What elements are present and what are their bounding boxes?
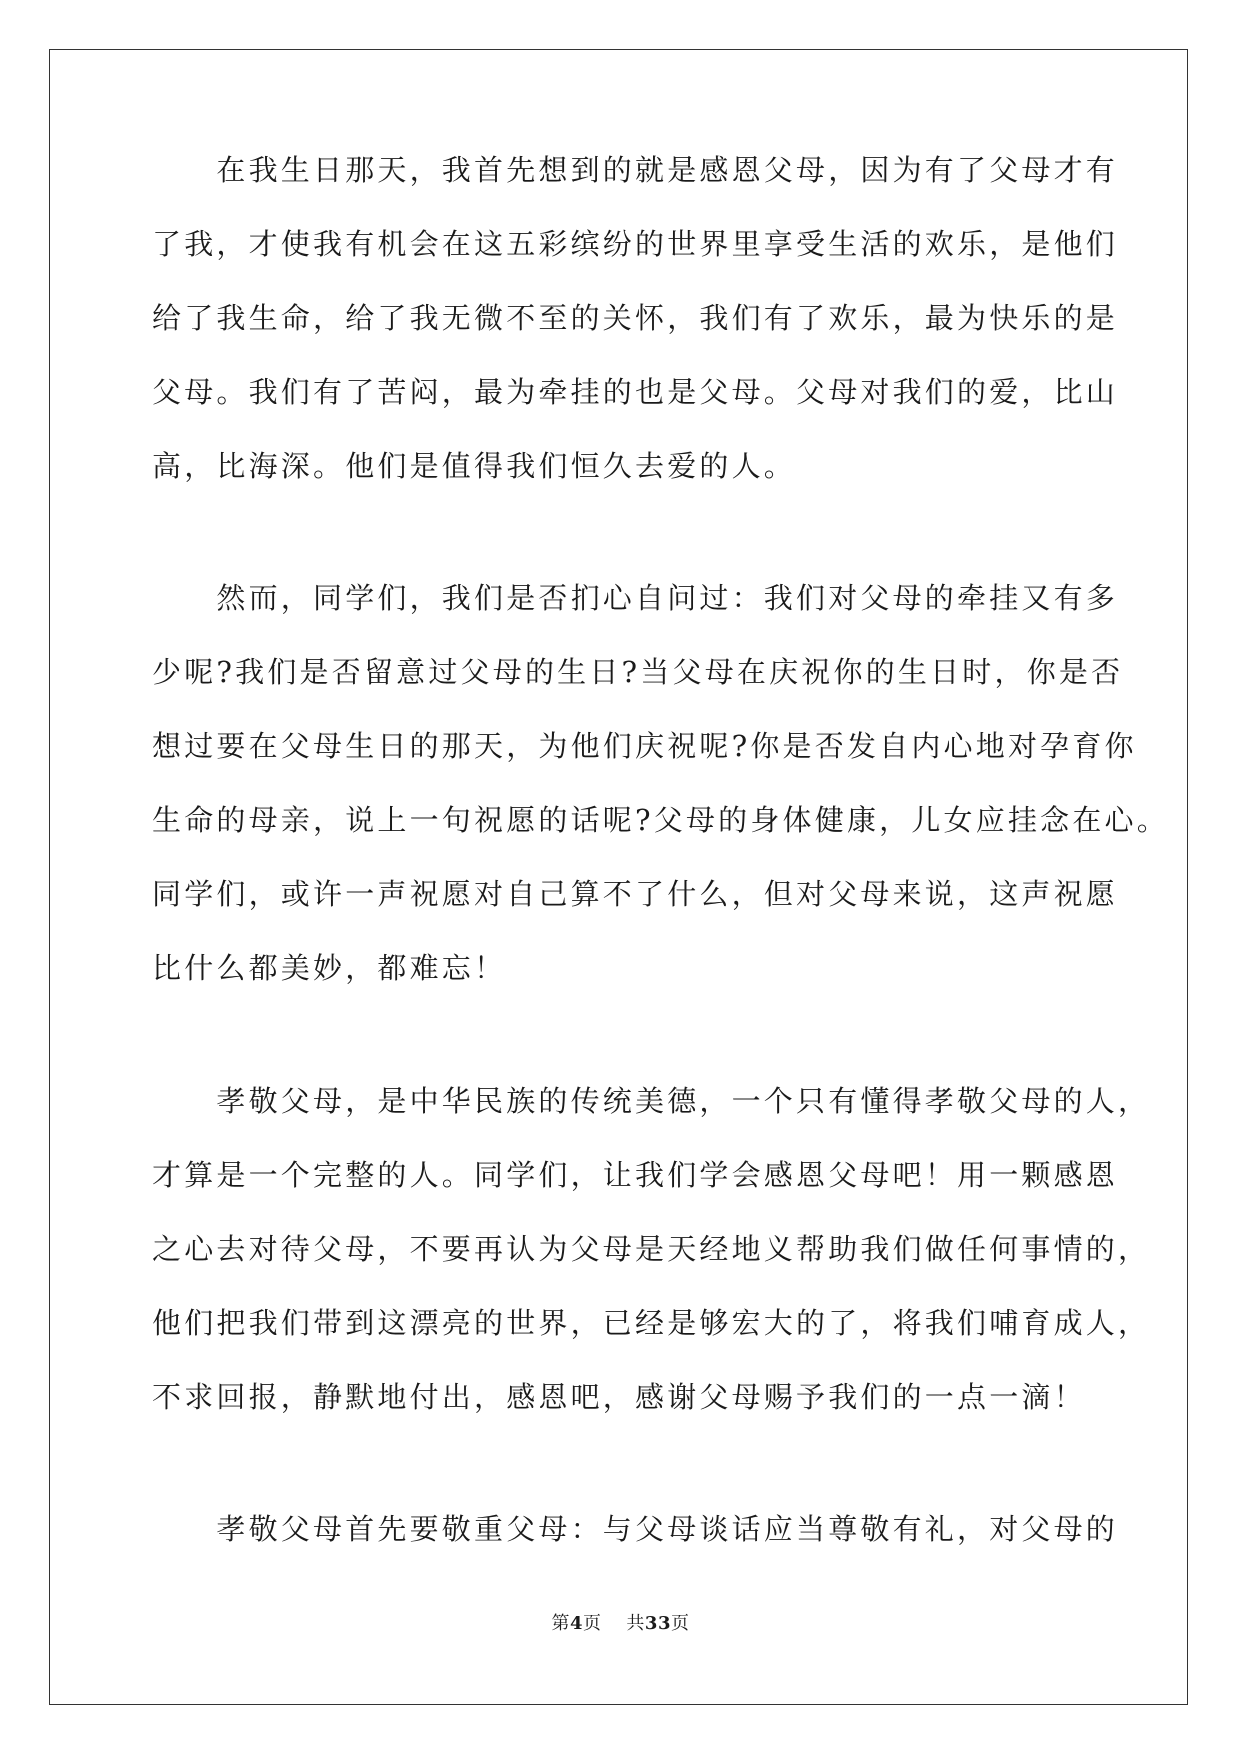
page-suffix: 页 bbox=[583, 1613, 602, 1634]
text-line: 他们把我们带到这漂亮的世界，已经是够宏大的了，将我们哺育成人， bbox=[152, 1306, 1151, 1340]
text-line: 才算是一个完整的人。同学们，让我们学会感恩父母吧！用一颗感恩 bbox=[152, 1158, 1119, 1192]
total-suffix: 页 bbox=[670, 1613, 690, 1634]
text-line: 少呢?我们是否留意过父母的生日?当父母在庆祝你的生日时，你是否 bbox=[152, 655, 1124, 689]
text-line: 之心去对待父母，不要再认为父母是天经地义帮助我们做任何事情的， bbox=[152, 1232, 1151, 1266]
page-number: 4 bbox=[570, 1613, 584, 1634]
total-prefix: 共 bbox=[626, 1613, 645, 1634]
text-line: 给了我生命，给了我无微不至的关怀，我们有了欢乐，最为快乐的是 bbox=[152, 301, 1119, 335]
text-line: 父母。我们有了苦闷，最为牵挂的也是父母。父母对我们的爱，比山 bbox=[152, 375, 1119, 409]
text-line: 然而，同学们，我们是否扪心自问过：我们对父母的牵挂又有多 bbox=[152, 581, 1119, 615]
text-line: 想过要在父母生日的那天，为他们庆祝呢?你是否发自内心地对孕育你 bbox=[152, 729, 1137, 763]
total-pages: 33 bbox=[644, 1613, 671, 1634]
page-prefix: 第 bbox=[551, 1613, 570, 1634]
text-line: 不求回报，静默地付出，感恩吧，感谢父母赐予我们的一点一滴！ bbox=[152, 1380, 1086, 1414]
text-line: 孝敬父母，是中华民族的传统美德，一个只有懂得孝敬父母的人， bbox=[152, 1084, 1151, 1118]
text-line: 在我生日那天，我首先想到的就是感恩父母，因为有了父母才有 bbox=[152, 153, 1119, 187]
text-line: 比什么都美妙，都难忘！ bbox=[152, 951, 507, 985]
text-line: 高，比海深。他们是值得我们恒久去爱的人。 bbox=[152, 449, 797, 483]
text-line: 孝敬父母首先要敬重父母：与父母谈话应当尊敬有礼，对父母的 bbox=[152, 1512, 1119, 1546]
text-line: 了我，才使我有机会在这五彩缤纷的世界里享受生活的欢乐，是他们 bbox=[152, 227, 1119, 261]
text-line: 生命的母亲，说上一句祝愿的话呢?父母的身体健康，儿女应挂念在心。 bbox=[152, 803, 1169, 837]
text-line: 同学们，或许一声祝愿对自己算不了什么，但对父母来说，这声祝愿 bbox=[152, 877, 1119, 911]
page-footer bbox=[0, 1612, 1241, 1636]
